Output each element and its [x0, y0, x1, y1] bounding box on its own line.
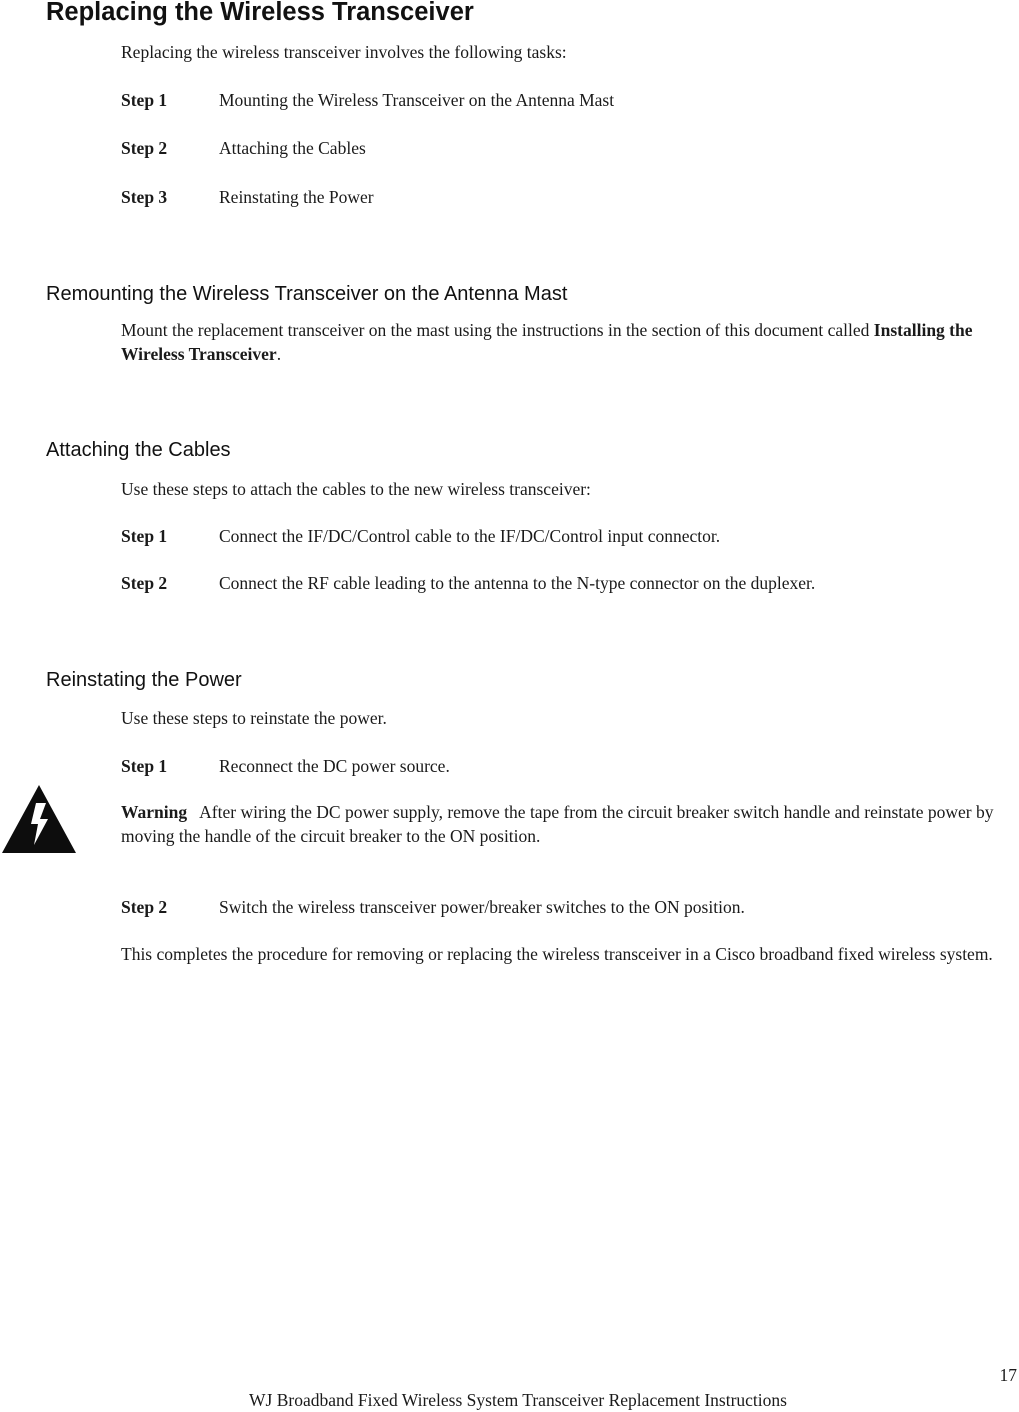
- step-label: Step 2: [121, 897, 168, 917]
- cables-heading: Attaching the Cables: [46, 439, 231, 461]
- step-label: Step 2: [121, 573, 168, 593]
- page-number: 17: [999, 1365, 1017, 1385]
- task-step-2: [121, 136, 1019, 160]
- power-step-2: [121, 895, 1019, 919]
- remount-body: Mount the replacement transceiver on the mast using the instructions in the section of this document called: [121, 320, 870, 340]
- closing-text: This completes the procedure for removing or replacing the wireless transceiver in a Cisco broadband fixed wireless system.: [121, 944, 993, 964]
- warning-lightning-icon: [1, 783, 77, 855]
- task-step-3: [121, 185, 1019, 209]
- page-title: Replacing the Wireless Transceiver: [46, 0, 474, 26]
- page-footer: WJ Broadband Fixed Wireless System Transceiver Replacement Instructions: [249, 1390, 787, 1410]
- remount-text: [121, 318, 1019, 366]
- remount-reference: Installing the Wireless Transceiver: [121, 320, 973, 364]
- cables-intro: Use these steps to attach the cables to the new wireless transceiver:: [121, 479, 591, 499]
- step-label: Step 2: [121, 138, 168, 158]
- step-label: Step 1: [121, 756, 168, 776]
- step-text: Mounting the Wireless Transceiver on the Antenna Mast: [219, 90, 615, 110]
- step-text: Connect the IF/DC/Control cable to the IF/DC/Control input connector.: [219, 526, 721, 546]
- remount-heading: Remounting the Wireless Transceiver on the Antenna Mast: [46, 283, 568, 305]
- power-step-1: [121, 754, 1019, 778]
- task-step-1: [121, 88, 1019, 112]
- cables-step-1: [121, 524, 1019, 548]
- step-text: Attaching the Cables: [219, 138, 366, 158]
- warning-label: Warning: [121, 802, 188, 822]
- warning-notice: [121, 800, 1019, 848]
- cables-step-2: [121, 571, 1019, 595]
- step-text: Switch the wireless transceiver power/breaker switches to the ON position.: [219, 897, 745, 917]
- step-text: Reinstating the Power: [219, 187, 374, 207]
- warning-text: After wiring the DC power supply, remove the tape from the circuit breaker switch handle and reinstate power by moving the handle of the circuit breaker to the ON position.: [121, 802, 994, 846]
- step-label: Step 1: [121, 526, 168, 546]
- step-text: Reconnect the DC power source.: [219, 756, 450, 776]
- step-text: Connect the RF cable leading to the antenna to the N-type connector on the duplexer.: [219, 573, 816, 593]
- power-intro: Use these steps to reinstate the power.: [121, 708, 387, 728]
- step-label: Step 3: [121, 187, 168, 207]
- intro-text: Replacing the wireless transceiver involves the following tasks:: [121, 42, 567, 62]
- power-heading: Reinstating the Power: [46, 669, 242, 691]
- remount-period: .: [276, 344, 282, 364]
- step-label: Step 1: [121, 90, 168, 110]
